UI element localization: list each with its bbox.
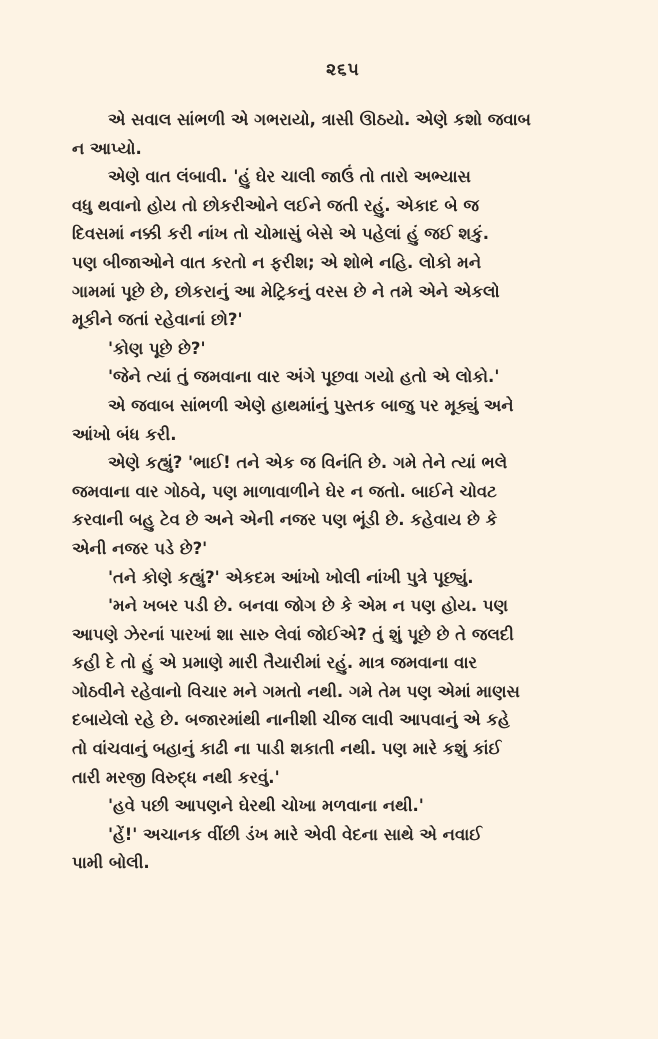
text-line: એણે કહ્યું? 'ભાઈ! તને એક જ વિનંતિ છે. ગમે તેને ત્યાં ભલે — [108, 453, 508, 473]
text-line: એની નજર પડે છે?' — [72, 538, 208, 558]
text-line: 'મને ખબર પડી છે. બનવા જોગ છે કે એમ ન પણ હોય. પણ — [108, 596, 509, 616]
text-line: એ જવાબ સાંભળી એણે હાથમાંનું પુસ્તક બાજુ પર મૂક્યું અને — [108, 395, 514, 415]
text-line: ગામમાં પૂછે છે, છોકરાનું આ મેટ્રિકનું વરસ છે ને તમે એને એકલો — [72, 281, 500, 301]
text-line: 'હવે પછી આપણને ઘેરથી ચોખા મળવાના નથી.' — [108, 796, 424, 816]
text-line: 'હેં!' અચાનક વીંછી ડંખ મારે એવી વેદના સાથે એ નવાઈ — [108, 824, 483, 844]
text-line: ન આપ્યો. — [72, 138, 142, 158]
text-line: કરવાની બહુ ટેવ છે અને એની નજર પણ ભૂંડી છે. કહેવાય છે કે — [72, 510, 498, 530]
text-line: કહી દે તો હું એ પ્રમાણે મારી તૈયારીમાં રહું. માત્ર જમવાના વાર — [72, 653, 478, 673]
text-line: તારી મરજી વિરુદ્ધ નથી કરવું.' — [72, 767, 280, 787]
text-line: મૂકીને જતાં રહેવાનાં છો?' — [72, 310, 243, 330]
text-line: તો વાંચવાનું બહાનું કાઢી ના પાડી શકાતી નથી. પણ મારે કશું કાંઈ — [72, 739, 502, 759]
body-text — [72, 106, 614, 878]
text-line: પામી બોલી. — [72, 853, 150, 873]
text-line: એ સવાલ સાંભળી એ ગભરાયો, ત્રાસી ઊઠયો. એણે કશો જવાબ — [108, 110, 531, 129]
text-line: એણે વાત લંબાવી. 'હું ઘેર ચાલી જાઉં તો તારો અભ્યાસ — [108, 167, 471, 187]
text-line: ગોઠવીને રહેવાનો વિચાર મને ગમતો નથી. ગમે તેમ પણ એમાં માણસ — [72, 681, 520, 701]
text-line: પણ બીજાઓને વાત કરતો ન ફરીશ; એ શોભે નહિ. લોકો મને — [72, 252, 482, 272]
text-line: આંખો બંધ કરી. — [72, 424, 177, 444]
text-line: 'કોણ પૂછે છે?' — [108, 338, 206, 358]
text-line: આપણે ઝેરનાં પારખાં શા સારુ લેવાં જોઈએ? તું શું પૂછે છે તે જલદી — [72, 624, 514, 644]
text-line: 'જેને ત્યાં તું જમવાના વાર અંગે પૂછવા ગયો હતો એ લોકો.' — [108, 367, 500, 387]
text-line: દિવસમાં નક્કી કરી નાંખ તો ચોમાસું બેસે એ પહેલાં હું જઈ શકું. — [72, 224, 489, 244]
text-line: 'તને કોણે કહ્યું?' એકદમ આંખો ખોલી નાંખી પુત્રે પૂછ્યું. — [108, 567, 474, 587]
page-number: ૨૬૫ — [326, 60, 360, 80]
text-line: દબાયેલો રહે છે. બજારમાંથી નાનીશી ચીજ લાવી આપવાનું એ કહે — [72, 710, 510, 730]
text-line: વધુ થવાનો હોય તો છોકરીઓને લઈને જતી રહું. એકાદ બે જ — [72, 195, 479, 215]
text-line: જમવાના વાર ગોઠવે, પણ માળાવાળીને ઘેર ન જતો. બાઈને ચોવટ — [72, 481, 497, 501]
